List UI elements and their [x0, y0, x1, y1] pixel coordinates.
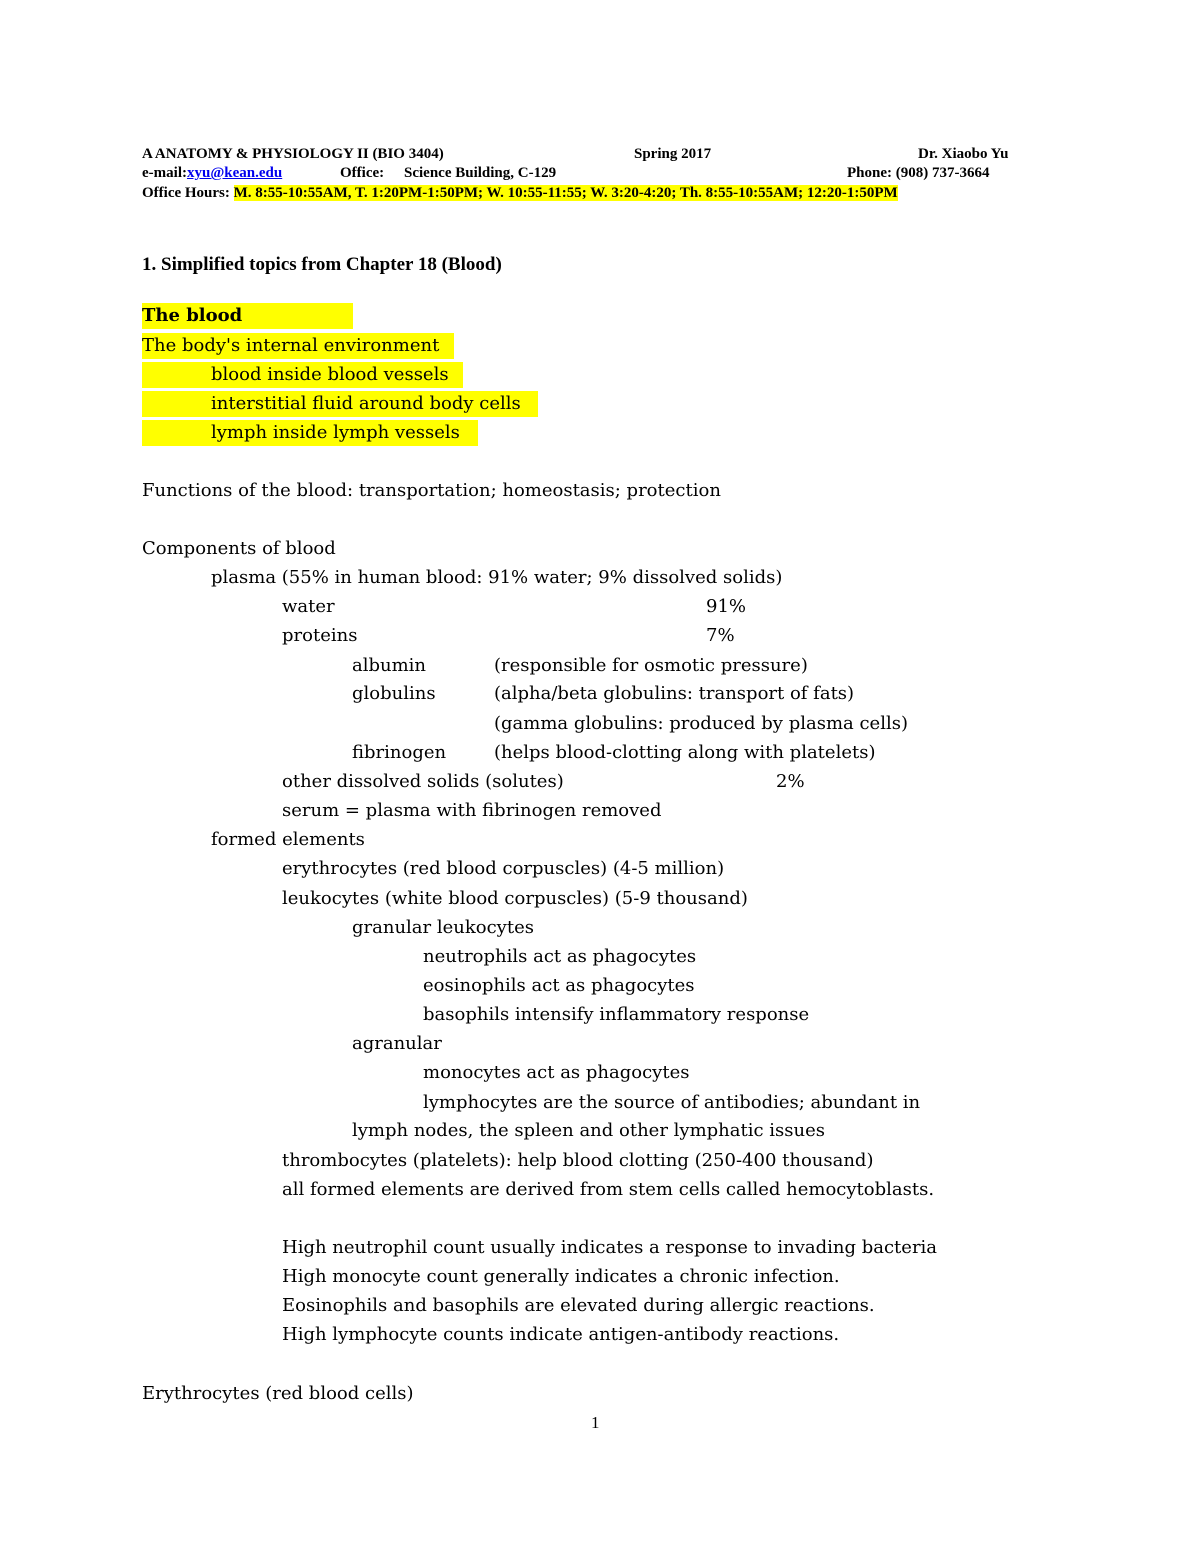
office-location: Science Building, C-129	[404, 165, 557, 181]
blood-item-1: blood inside blood vessels	[142, 362, 463, 388]
agranular-label: agranular	[352, 1033, 442, 1054]
formed-elements: formed elements	[211, 829, 365, 850]
proteins-label: proteins	[282, 625, 358, 646]
solutes-percent: 2%	[776, 771, 805, 792]
stem-cells-line: all formed elements are derived from stem cells called hemocytoblasts.	[282, 1179, 935, 1200]
instructor-name: Dr. Xiaobo Yu	[918, 146, 1009, 162]
globulins-label: globulins	[352, 683, 436, 704]
solutes-label: other dissolved solids (solutes)	[282, 771, 564, 792]
note-neutrophil: High neutrophil count usually indicates a response to invading bacteria	[282, 1237, 938, 1258]
blood-item-3: lymph inside lymph vessels	[142, 420, 478, 446]
plasma-line: plasma (55% in human blood: 91% water; 9% dissolved solids)	[211, 567, 783, 588]
albumin-label: albumin	[352, 655, 427, 676]
course-title: A ANATOMY & PHYSIOLOGY II (BIO 3404)	[142, 146, 444, 162]
monocytes-line: monocytes act as phagocytes	[423, 1062, 690, 1083]
internal-environment: The body's internal environment	[142, 333, 454, 359]
office-label: Office:	[340, 165, 385, 181]
rbc-heading: Erythrocytes (red blood cells)	[142, 1383, 414, 1404]
globulins-desc-2: (gamma globulins: produced by plasma cells)	[494, 713, 908, 734]
office-hours: M. 8:55-10:55AM, T. 1:20PM-1:50PM; W. 10:55-11:55; W. 3:20-4:20; Th. 8:55-10:55AM; 12:20-1:50PM	[233, 185, 898, 201]
erythrocytes-line: erythrocytes (red blood corpuscles) (4-5 million)	[282, 858, 725, 879]
fibrinogen-desc: (helps blood-clotting along with platelets)	[494, 742, 876, 763]
email-label: e-mail:	[142, 165, 187, 181]
eosinophils-line: eosinophils act as phagocytes	[423, 975, 695, 996]
note-eosinophil-basophil: Eosinophils and basophils are elevated during allergic reactions.	[282, 1295, 875, 1316]
phone: Phone: (908) 737-3664	[847, 165, 990, 181]
thrombocytes-line: thrombocytes (platelets): help blood clotting (250-400 thousand)	[282, 1150, 874, 1171]
term: Spring 2017	[634, 146, 712, 162]
water-label: water	[282, 596, 335, 617]
albumin-desc: (responsible for osmotic pressure)	[494, 655, 808, 676]
lymphocytes-line-1: lymphocytes are the source of antibodies; abundant in	[423, 1092, 921, 1113]
serum-line: serum = plasma with fibrinogen removed	[282, 800, 662, 821]
email-link[interactable]: xyu@kean.edu	[186, 165, 283, 181]
neutrophils-line: neutrophils act as phagocytes	[423, 946, 697, 967]
functions-line: Functions of the blood: transportation; homeostasis; protection	[142, 480, 721, 501]
office-hours-label: Office Hours:	[142, 185, 230, 201]
components-heading: Components of blood	[142, 538, 336, 559]
proteins-percent: 7%	[706, 625, 735, 646]
note-monocyte: High monocyte count generally indicates a chronic infection.	[282, 1266, 840, 1287]
leukocytes-line: leukocytes (white blood corpuscles) (5-9 thousand)	[282, 888, 748, 909]
section-title: 1. Simplified topics from Chapter 18 (Blood)	[142, 254, 502, 275]
fibrinogen-label: fibrinogen	[352, 742, 447, 763]
water-percent: 91%	[706, 596, 747, 617]
note-lymphocyte: High lymphocyte counts indicate antigen-antibody reactions.	[282, 1324, 840, 1345]
blood-item-2: interstitial fluid around body cells	[142, 391, 538, 417]
office-hours-row	[142, 184, 898, 202]
globulins-desc-1: (alpha/beta globulins: transport of fats)	[494, 683, 855, 704]
granular-leukocytes: granular leukocytes	[352, 917, 534, 938]
lymphocytes-line-2: lymph nodes, the spleen and other lymphatic issues	[352, 1120, 826, 1141]
blood-heading: The blood	[142, 303, 353, 329]
email-row	[142, 164, 282, 182]
basophils-line: basophils intensify inflammatory response	[423, 1004, 810, 1025]
page-number: 1	[591, 1413, 600, 1432]
